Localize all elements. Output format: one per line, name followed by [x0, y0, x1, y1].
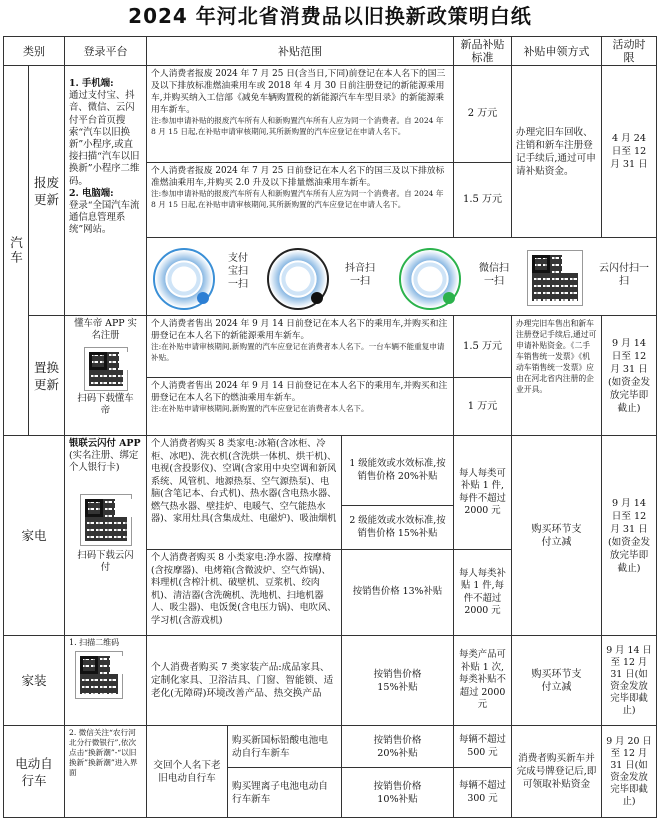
header-category: 类别	[3, 36, 65, 66]
subcategory-replace: 置换更新	[28, 315, 65, 436]
ebike-platform: 2. 微信关注“农行河北分行微银行”,依次点击“换新潮”-“以旧换新”换新潮”进入界面	[64, 725, 147, 818]
unionpay-download-qr[interactable]	[80, 494, 132, 546]
home-platform: 1. 扫描二维码	[64, 635, 147, 726]
alipay-qr-label: 支付宝扫一扫	[228, 253, 248, 290]
appliance-scope1: 个人消费者购买 8 类家电:冰箱(含冰柜、冷柜、冰吧)、洗衣机(含洗烘一体机、烘干机)、电视(含投影仪)、空调(含家用中央空调和新风系统、风管机、地源热泵、空气源热泵)、电脑(含笔记本、台式机)、热水器(含电热水器、燃气热水器、壁挂炉、电暖气、空气能热水器)、家用灶具(含集成灶、电磁炉)、吸油烟机	[146, 435, 342, 550]
scrap-row2-scope: 个人消费者报废 2024 年 7 月 25 日前登记在本人名下的国三及以下排放标准燃油乘用车,并购买 2.0 升及以下排量燃油乘用车新车。 注:参加申请补贴的报废汽车所有人和新购置汽车所有人应为同一个消费者。自 2024 年 8 月 15 日起,在补贴申请审核期间,其所新购置的汽车应登记在申请人名下。	[146, 162, 454, 238]
appliance-tier1-standard: 每人每类可补贴 1 件,每件不超过 2000 元	[453, 435, 512, 550]
appliance-platform: 银联云闪付 APP (实名注册、绑定个人银行卡) 扫码下载云闪付	[64, 435, 147, 636]
wechat-qr-label: 微信扫一扫	[479, 263, 509, 287]
ebike-row2-scope: 购买锂离子电池电动自行车新车	[227, 767, 342, 818]
page-title: 2024 年河北省消费品以旧换新政策明白纸	[128, 4, 532, 28]
replace-method: 办理完旧车售出和新车注册登记手续后,通过可申请补贴资金。《二手车销售统一发票》《机动车销售统一发票》应由在河北省内注册的企业开具。	[511, 315, 602, 436]
appliance-tier3: 按销售价格 13%补贴	[341, 549, 454, 636]
home-scope: 个人消费者购买 7 类家装产品:成品家具、定制化家具、卫浴洁具、门窗、智能锁、适老化(无障碍)环境改善产品、热交换产品	[146, 635, 342, 726]
header-method: 补贴申领方式	[511, 36, 602, 66]
category-appliance: 家电	[3, 435, 65, 636]
dongchedi-qr[interactable]	[84, 347, 128, 391]
header-standard: 新品补贴标准	[453, 36, 512, 66]
unionpay-qr-label: 云闪付扫一扫	[599, 263, 649, 287]
subcategory-scrap: 报废更新	[28, 65, 65, 316]
replace-row1-scope: 个人消费者售出 2024 年 9 月 14 日前登记在本人名下的乘用车,并购买和注册登记在本人名下的新能源乘用车新车。 注:在补贴申请审核期间,新购置的汽车应登记在消费者本人名下。一台车辆不能重复申请补贴。	[146, 315, 454, 378]
replace-row2-scope: 个人消费者售出 2024 年 9 月 14 日前登记在本人名下的乘用车,并购买和注册登记在本人名下的燃油乘用车新车。 注:在补贴申请审核期间,新购置的汽车应登记在消费者本人名下。	[146, 377, 454, 436]
ebike-row1-standard: 每辆不超过 500 元	[453, 725, 512, 768]
ebike-trade: 交回个人名下老旧电动自行车	[146, 725, 228, 818]
douyin-qr[interactable]	[267, 248, 329, 310]
replace-period: 9 月 14 日至 12 月 31 日(如资金发放完毕即截止)	[601, 315, 657, 436]
appliance-method: 购买环节支付立减	[511, 435, 602, 636]
home-method: 购买环节支付立减	[511, 635, 602, 726]
douyin-qr-label: 抖音扫一扫	[345, 263, 375, 287]
scrap-row1-scope: 个人消费者报废 2024 年 7 月 25 日(含当日,下同)前登记在本人名下的国三及以下排放标准燃油乘用车或 2018 年 4 月 30 日前注册登记的新能源乘用车,并购买纳入工信部《减免车辆购置税的新能源汽车车型目录》的新能源乘用车新车。 注:参加申请补贴的报废汽车所有人和新购置汽车所有人应为同一个消费者。自 2024 年 8 月 15 日起,在补贴申请审核期间,其所新购置的汽车应登记在申请人名下。	[146, 65, 454, 163]
ebike-method: 消费者购买新车并完成号牌登记后,即可领取补贴资金	[511, 725, 602, 818]
abc-qr[interactable]	[75, 651, 123, 699]
scrap-period: 4 月 24 日至 12 月 31 日	[601, 65, 657, 238]
home-standard: 每类产品可补贴 1 次,每类补贴不超过 2000 元	[453, 635, 512, 726]
header-platform: 登录平台	[64, 36, 147, 66]
ebike-period: 9 月 20 日至 12 月 31 日(如资金发放完毕即截止)	[601, 725, 657, 818]
scrap-qr-strip	[146, 237, 657, 316]
header-period: 活动时限	[601, 36, 657, 66]
alipay-qr[interactable]	[153, 248, 215, 310]
appliance-tier2: 2 级能效或水效标准,按销售价格 15%补贴	[341, 505, 454, 550]
unionpay-qr[interactable]	[527, 250, 583, 306]
appliance-tier3-standard: 每人每类补贴 1 件,每件不超过 2000 元	[453, 549, 512, 636]
scrap-method: 办理完旧车回收、注销和新车注册登记手续后,通过可申请补贴资金。	[511, 65, 602, 238]
ebike-row1-tier: 按销售价格 20%补贴	[341, 725, 454, 768]
scrap-row2-standard: 1.5 万元	[453, 162, 512, 238]
wechat-qr[interactable]	[399, 248, 461, 310]
appliance-period: 9 月 14 日至 12 月 31 日(如资金发放完毕即截止)	[601, 435, 657, 636]
replace-row2-standard: 1 万元	[453, 377, 512, 436]
replace-row1-standard: 1.5 万元	[453, 315, 512, 378]
appliance-scope2: 个人消费者购买 8 小类家电:净水器、按摩椅(含按摩器)、电烤箱(含微波炉、空气炸锅)、料理机(含榨汁机、破壁机、豆浆机、绞肉机)、清洁器(含洗碗机、洗地机、扫地机器人、吸尘器)、电饭煲(含电压力锅)、电吹风、学习机(含游戏机)	[146, 549, 342, 636]
category-car: 汽车	[3, 65, 29, 436]
scrap-platform: 1. 手机端: 通过支付宝、抖音、微信、云闪付平台首页搜索“汽车以旧换新”小程序,或直接扫描“汽车以旧换新”小程序二维码。 2. 电脑端: 登录“全国汽车流通信息管理系统”网站。	[64, 65, 147, 316]
ebike-row2-tier: 按销售价格 10%补贴	[341, 767, 454, 818]
replace-platform: 懂车帝 APP 实名注册 扫码下载懂车帝	[64, 315, 147, 436]
home-tier: 按销售价格 15%补贴	[341, 635, 454, 726]
category-ebike: 电动自行车	[3, 725, 65, 818]
header-scope: 补贴范围	[146, 36, 454, 66]
appliance-tier1: 1 级能效或水效标准,按销售价格 20%补贴	[341, 435, 454, 506]
home-period: 9 月 14 日至 12 月 31 日(如资金发放完毕即截止)	[601, 635, 657, 726]
scrap-row1-standard: 2 万元	[453, 65, 512, 163]
ebike-row2-standard: 每辆不超过 300 元	[453, 767, 512, 818]
ebike-row1-scope: 购买新国标铅酸电池电动自行车新车	[227, 725, 342, 768]
category-home: 家装	[3, 635, 65, 726]
